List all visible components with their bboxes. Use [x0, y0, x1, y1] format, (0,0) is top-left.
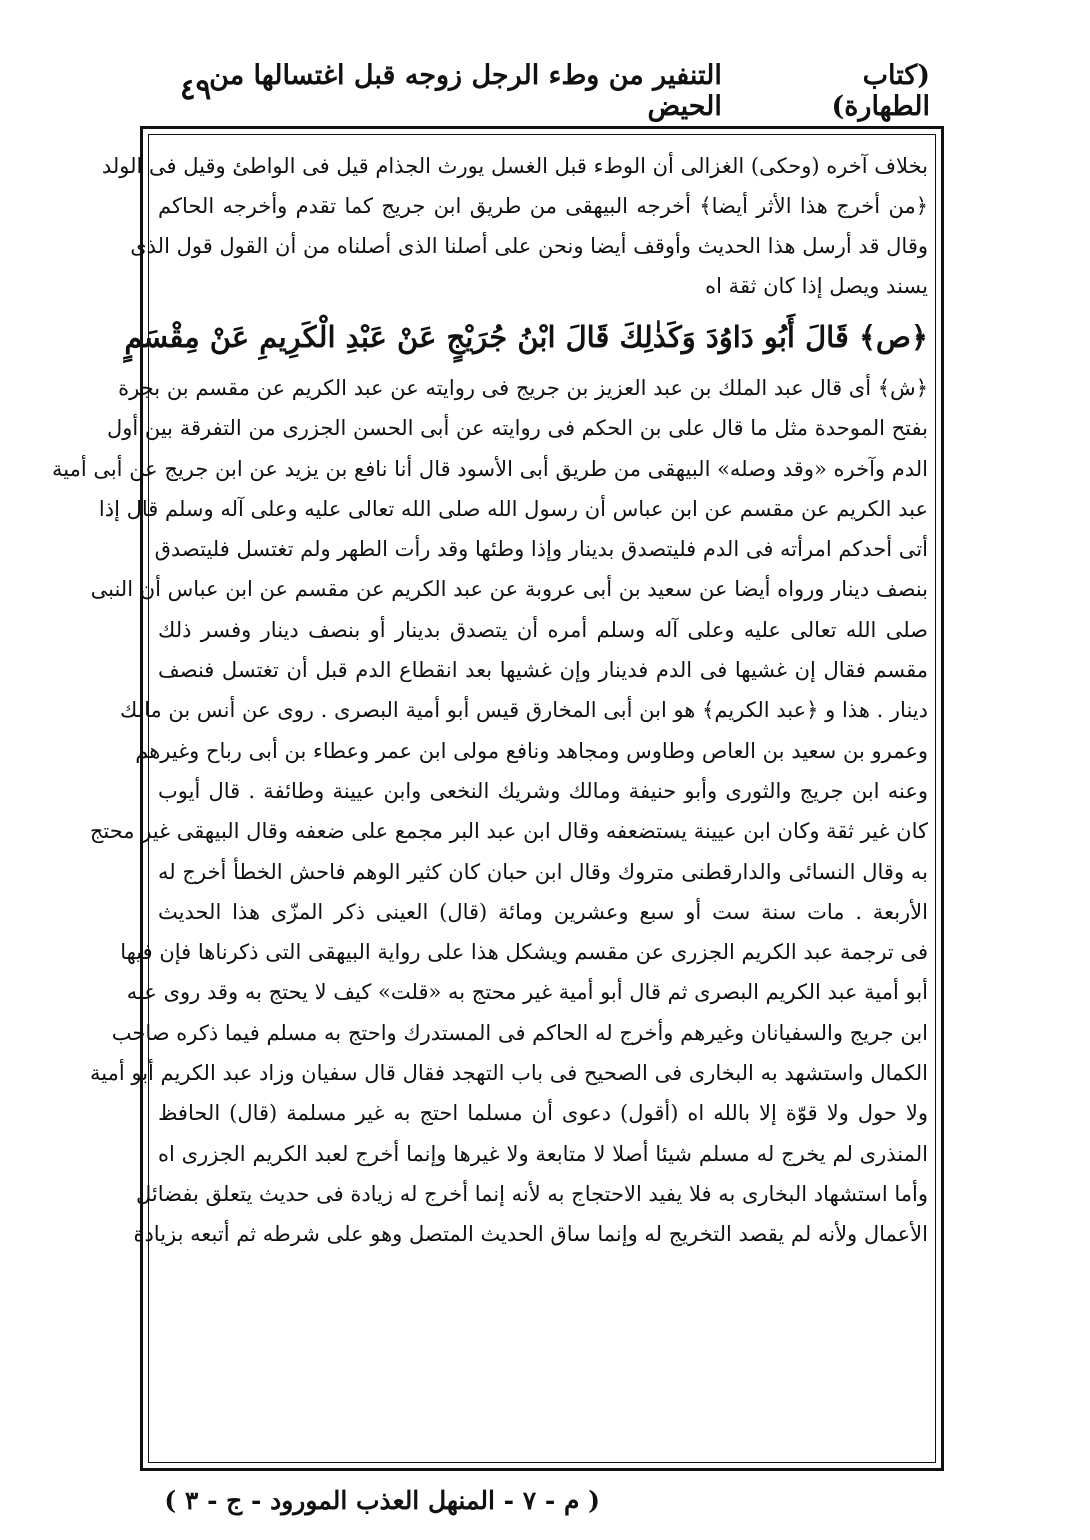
text-line: وأما استشهاد البخارى به فلا يفيد الاحتجاج به لأنه إنما أخرج له زيادة فى حديث يتعلق بفضائل	[136, 1181, 928, 1206]
text-line: يسند ويصل إذا كان ثقة اه	[705, 274, 928, 298]
text-line: الأعمال ولأنه لم يقصد التخريج له وإنما ساق الحديث المتصل وهو على شرطه ثم أتبعه بزيادة	[133, 1222, 928, 1247]
text-line: ابن جريج والسفيانان وغيرهم وأخرج له الحاكم فى المستدرك واحتج به مسلم فيما ذكره صاحب	[111, 1020, 928, 1045]
text-line: بفتح الموحدة مثل ما قال على بن الحكم فى روايته عن أبى الحسن الجزرى من التفرقة بين أول	[106, 416, 928, 441]
signature-footer: ( م - ٧ - المنهل العذب المورود - ج - ٣ )	[164, 1486, 600, 1515]
text-line: الكمال واستشهد به البخارى فى الصحيح فى باب التهجد فقال قال سفيان وزاد عبد الكريم أبو أمية	[90, 1061, 928, 1086]
running-header	[150, 60, 930, 122]
text-line: وعنه ابن جريج والثورى وأبو حنيفة ومالك وشريك النخعى وابن عيينة وطائفة . قال أيوب	[158, 778, 928, 803]
text-line: الأربعة . مات سنة ست أو سبع وعشرين ومائة (قال) العينى ذكر المزّى هذا الحديث	[158, 899, 928, 924]
text-line: ﴿ش﴾ أى قال عبد الملك بن عبد العزيز بن جريج فى روايته عن عبد الكريم عن مقسم بن بجرة	[118, 376, 928, 400]
commentary	[51, 368, 928, 1255]
text-line: وقال قد أرسل هذا الحديث وأوقف أيضا ونحن على أصلنا الذى أصلناه من أن القول قول الذى	[130, 234, 928, 258]
book-title: (كتاب الطهارة)	[831, 60, 930, 122]
text-line: مقسم فقال إن غشيها فى الدم فدينار وإن غشيها بعد انقطاع الدم قبل أن تغتسل فنصف	[158, 658, 928, 683]
text-line: ولا حول ولا قوّة إلا بالله اه (أقول) دعوى أن مسلما احتج به غير مسلمة (قال) الحافظ	[158, 1101, 928, 1126]
page-number: ٤٩	[180, 72, 212, 106]
text-body	[51, 146, 928, 1255]
text-line: كان غير ثقة وكان ابن عيينة يستضعفه وقال ابن عبد البر مجمع على ضعفه وقال البيهقى غير محتج	[89, 819, 928, 844]
chapter-title: التنفير من وطء الرجل زوجه قبل اغتسالها من الحيض	[209, 60, 722, 122]
text-line: بنصف دينار ورواه أيضا عن سعيد بن أبى عروبة عن عبد الكريم عن مقسم عن ابن عباس أن النبى	[90, 577, 928, 602]
text-line: عبد الكريم عن مقسم عن ابن عباس أن رسول الله صلى الله تعالى عليه وعلى آله وسلم قال إذا	[98, 496, 928, 521]
text-line: بخلاف آخره (وحكى) الغزالى أن الوطء قبل الغسل يورث الجذام قيل فى الواطئ وقيل فى الولد	[101, 154, 928, 178]
text-line: وعمرو بن سعيد بن العاص وطاوس ومجاهد ونافع مولى ابن عمر وعطاء بن أبى رباح وغيرهم	[135, 738, 928, 763]
matn-line: ﴿ص﴾ قَالَ أَبُو دَاوُدَ وَكَذٰلِكَ قَالَ ابْنُ جُرَيْجٍ عَنْ عَبْدِ الْكَرِيمِ عَنْ مِقْسَمٍ	[124, 320, 928, 354]
text-line: دينار . هذا و ﴿عبد الكريم﴾ هو ابن أبى المخارق قيس أبو أمية البصرى . روى عن أنس بن مالك	[119, 698, 928, 723]
text-line: أتى أحدكم امرأته فى الدم فليتصدق بدينار وإذا وطئها وقد رأت الطهر ولم تغتسل فليتصدق	[154, 537, 928, 562]
text-line: به وقال النسائى والدارقطنى متروك وقال ابن حبان كان كثير الوهم فاحش الخطأ أخرج له	[158, 859, 928, 884]
text-line: صلى الله تعالى عليه وعلى آله وسلم أمره أن يتصدق بدينار أو بنصف دينار وفسر ذلك	[158, 617, 928, 642]
text-line: المنذرى لم يخرج له مسلم شيئا أصلا لا متابعة ولا غيرها وإنما أخرج لعبد الكريم الجزرى اه	[158, 1141, 928, 1166]
text-line: ﴿من أخرج هذا الأثر أيضا﴾ أخرجه البيهقى من طريق ابن جريج كما تقدم وأخرجه الحاكم	[158, 194, 928, 218]
text-line: أبو أمية عبد الكريم البصرى ثم قال أبو أمية غير محتج به «قلت» كيف لا يحتج به وقد روى عنه	[126, 980, 928, 1005]
text-line: الدم وآخره «وقد وصله» البيهقى من طريق أبى الأسود قال أنا نافع بن يزيد عن ابن جريج عن أبى أمية	[51, 456, 928, 481]
text-line: فى ترجمة عبد الكريم الجزرى عن مقسم ويشكل هذا على رواية البيهقى التى ذكرناها فإن فيها	[120, 940, 928, 965]
